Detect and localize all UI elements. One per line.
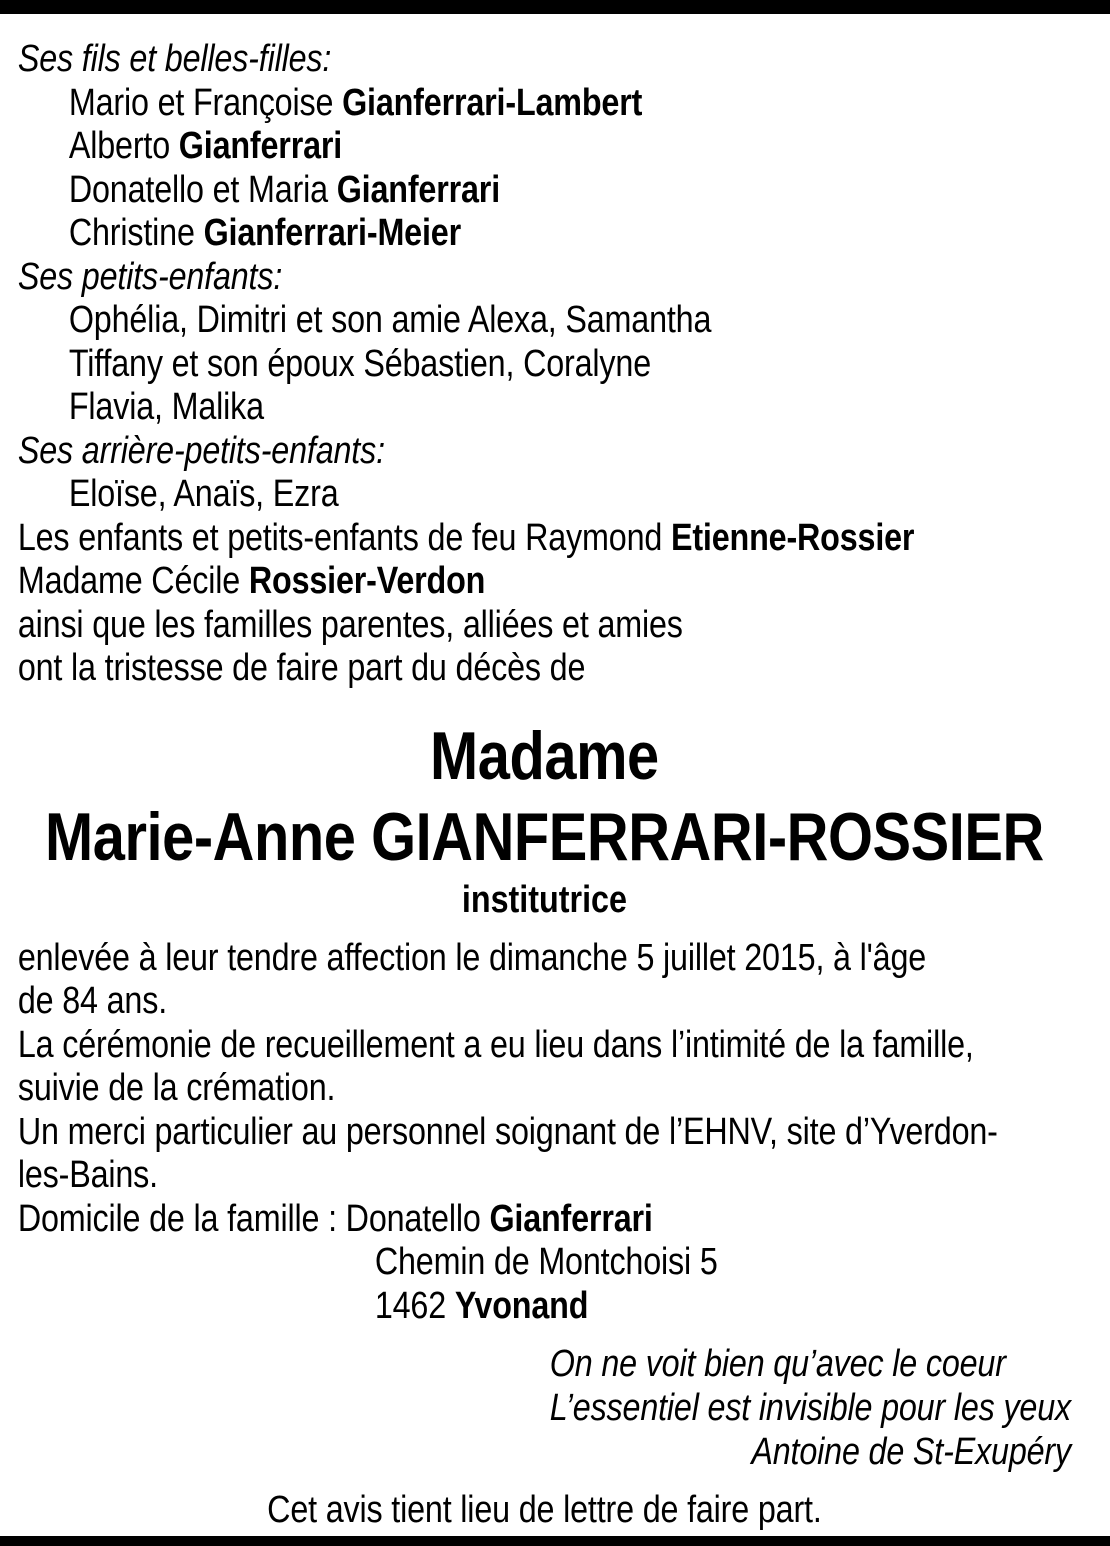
relative-names: Flavia, Malika xyxy=(68,386,264,428)
quote-line: On ne voit bien qu’avec le coeur xyxy=(549,1343,1006,1385)
address-line xyxy=(18,1285,1071,1329)
relative-names: Madame Cécile xyxy=(17,560,249,602)
body-line xyxy=(18,937,1071,981)
family-section-header xyxy=(18,256,1071,300)
family-line xyxy=(18,604,1071,648)
family-domicile-line xyxy=(18,1198,1071,1242)
family-line xyxy=(18,473,1071,517)
family-section-header xyxy=(18,38,1071,82)
family-line xyxy=(18,212,1071,256)
notice-content xyxy=(0,14,1110,1532)
header-text: Ses arrière-petits-enfants: xyxy=(17,429,385,472)
relative-names: Eloïse, Anaïs, Ezra xyxy=(68,473,339,515)
address-line xyxy=(18,1241,1071,1285)
quote-line: L’essentiel est invisible pour les yeux xyxy=(549,1387,1071,1429)
address-town: Yvonand xyxy=(454,1284,589,1327)
relative-names: Alberto xyxy=(68,125,179,167)
body-text: Un merci particulier au personnel soignant de l’EHNV, site d’Yverdon- xyxy=(17,1110,998,1153)
body-text: enlevée à leur tendre affection le dimanche 5 juillet 2015, à l'âge xyxy=(17,936,927,979)
body-line xyxy=(18,1024,1071,1068)
family-surname: Gianferrari xyxy=(336,168,501,211)
relative-names: ainsi que les familles parentes, alliées et amies xyxy=(17,603,683,646)
family-line xyxy=(18,299,1071,343)
family-surname: Gianferrari-Meier xyxy=(203,212,461,254)
family-surname: Etienne-Rossier xyxy=(670,516,915,559)
relative-names: Mario et Françoise xyxy=(68,81,343,124)
family-surname: Gianferrari xyxy=(489,1197,653,1240)
bottom-border-bar xyxy=(0,1536,1110,1546)
top-border-bar xyxy=(0,0,1110,14)
header-text: Ses fils et belles-filles: xyxy=(17,38,332,80)
address-text: 1462 xyxy=(374,1284,455,1327)
body-line xyxy=(18,1067,1071,1111)
family-line xyxy=(18,343,1071,387)
notice-body xyxy=(18,937,1071,1329)
body-text: de 84 ans. xyxy=(17,980,168,1022)
family-section-header xyxy=(18,430,1071,474)
relative-names: Tiffany et son époux Sébastien, Coralyne xyxy=(68,342,651,385)
address-text: Chemin de Montchoisi 5 xyxy=(374,1241,718,1283)
family-surname: Gianferrari-Lambert xyxy=(342,81,643,124)
relative-names: Donatello et Maria xyxy=(68,168,337,211)
quotation-block xyxy=(550,1342,1071,1474)
body-line xyxy=(18,1154,1071,1198)
relative-names: Christine xyxy=(68,212,204,254)
family-line xyxy=(18,125,1071,169)
relative-names: Ophélia, Dimitri et son amie Alexa, Samantha xyxy=(68,299,712,341)
quote-attribution: Antoine de St-Exupéry xyxy=(751,1431,1071,1473)
deceased-salutation: Madame xyxy=(430,717,659,794)
body-line xyxy=(18,980,1071,1024)
deceased-profession: institutrice xyxy=(461,878,627,921)
family-line xyxy=(18,82,1071,126)
body-text: La cérémonie de recueillement a eu lieu dans l’intimité de la famille, xyxy=(17,1023,974,1066)
family-line xyxy=(18,560,1071,604)
relative-names: Les enfants et petits-enfants de feu Raymond xyxy=(17,516,671,559)
announcement-lead-line xyxy=(18,647,1071,691)
footer-notice: Cet avis tient lieu de lettre de faire part. xyxy=(267,1489,822,1531)
deceased-title-block xyxy=(18,717,1071,921)
family-line xyxy=(18,517,1071,561)
body-text: les-Bains. xyxy=(17,1154,158,1196)
family-line xyxy=(18,169,1071,213)
family-surname: Rossier-Verdon xyxy=(248,560,486,602)
announcement-text: ont la tristesse de faire part du décès de xyxy=(17,647,586,689)
deceased-name: Marie-Anne GIANFERRARI-ROSSIER xyxy=(44,798,1044,875)
header-text: Ses petits-enfants: xyxy=(17,255,283,298)
family-line xyxy=(18,386,1071,430)
family-surname: Gianferrari xyxy=(178,125,343,167)
body-line xyxy=(18,1111,1071,1155)
body-text: Domicile de la famille : Donatello xyxy=(17,1197,490,1240)
body-text: suivie de la crémation. xyxy=(17,1067,336,1109)
